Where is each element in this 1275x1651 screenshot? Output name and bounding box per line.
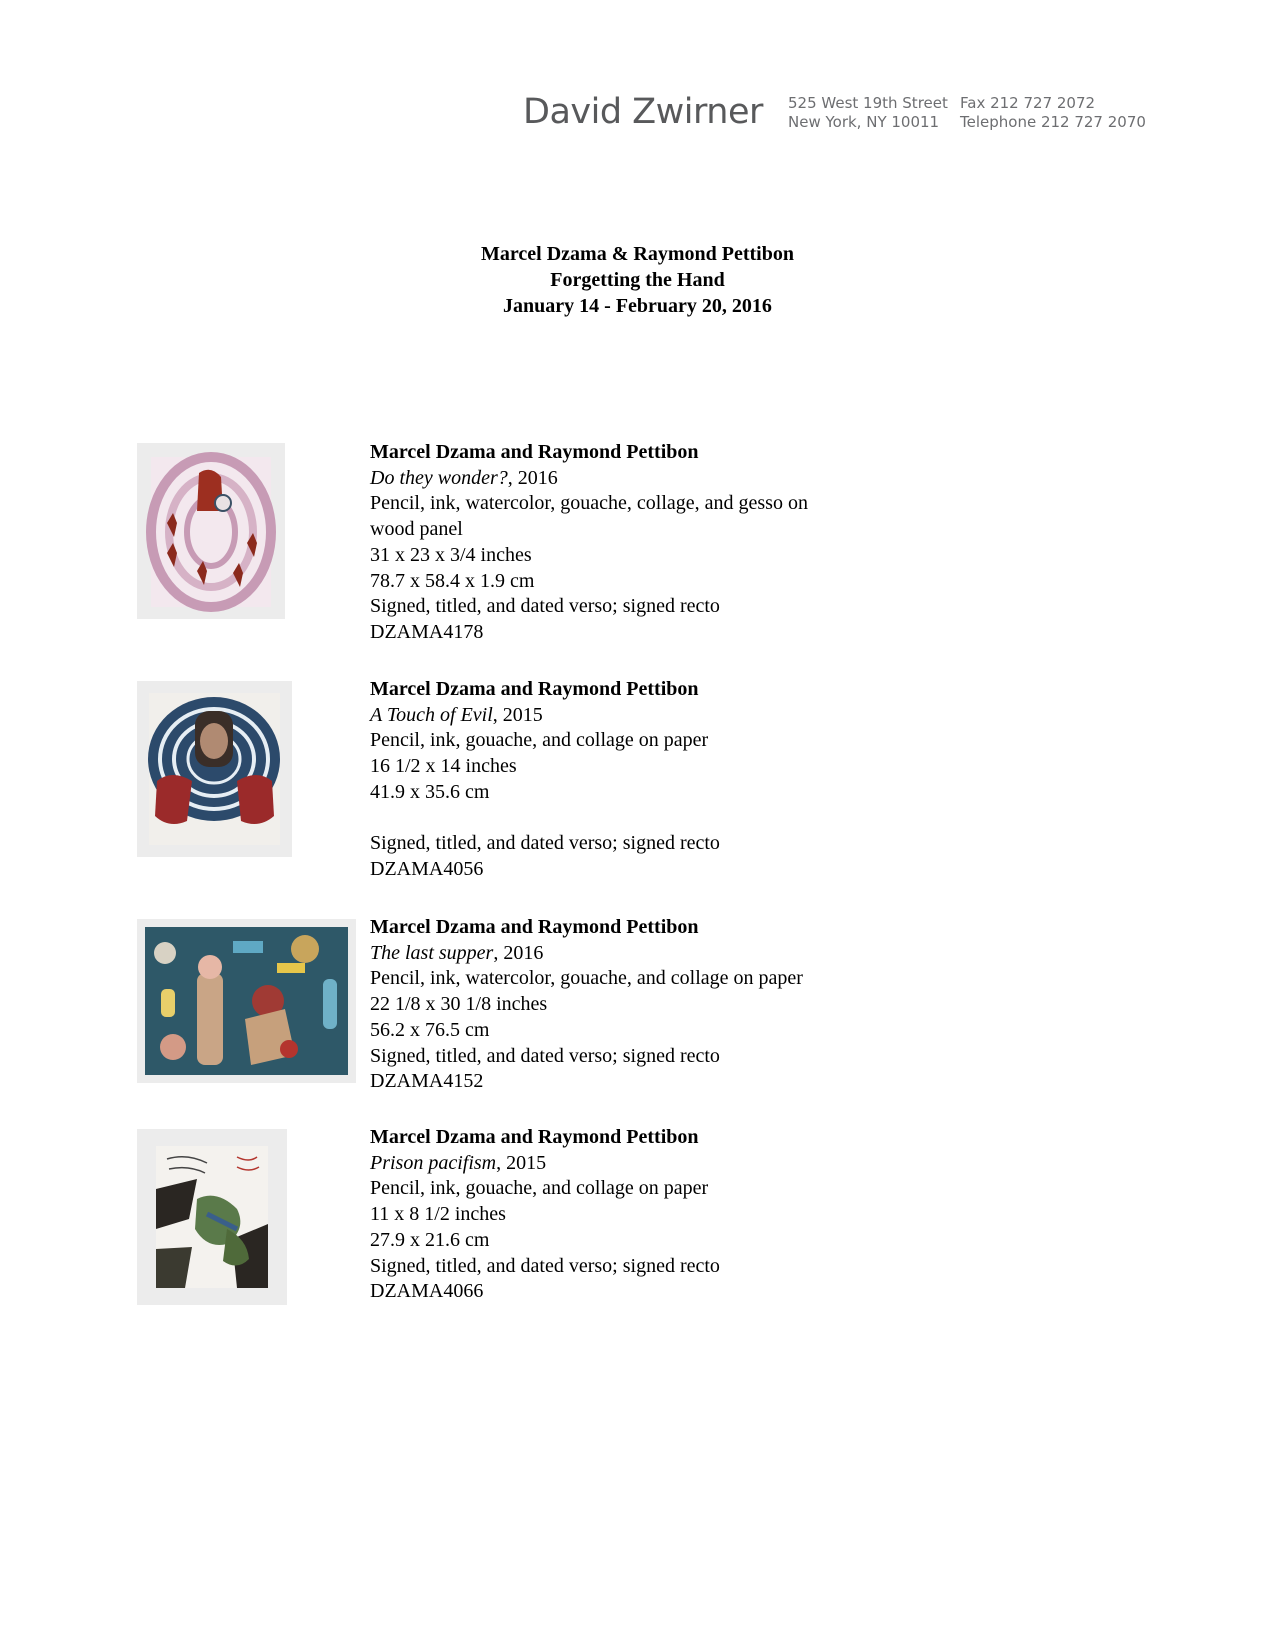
artwork-title: Do they wonder? <box>370 466 508 489</box>
artwork-details <box>370 677 720 883</box>
artwork-title-line <box>370 703 720 729</box>
artwork-medium: Pencil, ink, watercolor, gouache, and collage on paper <box>370 967 803 990</box>
artwork-image-do-they-wonder <box>137 443 285 619</box>
artwork-dimensions-inches: 31 x 23 x 3/4 inches <box>370 543 532 566</box>
artwork-artist: Marcel Dzama and Raymond Pettibon <box>370 916 699 938</box>
artwork-medium: Pencil, ink, watercolor, gouache, collage, and gesso on <box>370 492 808 515</box>
artwork-title-line <box>370 1151 720 1177</box>
artwork-dimensions-cm: 27.9 x 21.6 cm <box>370 1228 490 1251</box>
artwork-image-prison-pacifism <box>137 1129 287 1305</box>
artwork-inventory-number: DZAMA4066 <box>370 1280 484 1303</box>
gallery-address <box>788 94 948 132</box>
telephone-number: Telephone 212 727 2070 <box>960 113 1146 131</box>
artwork-year: , 2016 <box>507 466 558 489</box>
artwork-title: The last supper <box>370 941 494 964</box>
artwork-medium-continued: wood panel <box>370 518 463 541</box>
blank-line <box>370 806 720 832</box>
artwork-year: , 2015 <box>492 703 543 726</box>
letterhead <box>0 88 1275 138</box>
artwork-title: A Touch of Evil <box>370 703 493 726</box>
address-line-city: New York, NY 10011 <box>788 113 940 131</box>
exhibition-artists: Marcel Dzama & Raymond Pettibon <box>481 243 794 265</box>
artwork-inventory-number: DZAMA4056 <box>370 857 484 880</box>
gallery-contact <box>960 94 1146 132</box>
artwork-dimensions-inches: 11 x 8 1/2 inches <box>370 1203 506 1226</box>
artwork-inventory-number: DZAMA4178 <box>370 620 484 643</box>
artwork-details <box>370 915 803 1095</box>
address-line-street: 525 West 19th Street <box>788 94 948 112</box>
artwork-thumbnail <box>137 443 285 619</box>
artwork-title-line <box>370 466 808 492</box>
artwork-dimensions-inches: 16 1/2 x 14 inches <box>370 755 517 778</box>
artwork-details <box>370 1125 720 1305</box>
artwork-inscription: Signed, titled, and dated verso; signed recto <box>370 595 720 618</box>
artwork-title-line <box>370 941 803 967</box>
artwork-dimensions-inches: 22 1/8 x 30 1/8 inches <box>370 993 548 1016</box>
artwork-inscription: Signed, titled, and dated verso; signed recto <box>370 1044 720 1067</box>
artwork-dimensions-cm: 56.2 x 76.5 cm <box>370 1018 490 1041</box>
artwork-artist: Marcel Dzama and Raymond Pettibon <box>370 441 699 463</box>
artwork-artist: Marcel Dzama and Raymond Pettibon <box>370 1126 699 1148</box>
artwork-year: , 2015 <box>496 1151 547 1174</box>
artwork-image-the-last-supper <box>137 919 356 1083</box>
exhibition-title: Forgetting the Hand <box>550 269 725 291</box>
exhibition-heading <box>0 241 1275 319</box>
artwork-year: , 2016 <box>493 941 544 964</box>
artwork-title: Prison pacifism <box>370 1151 497 1174</box>
artwork-medium: Pencil, ink, gouache, and collage on paper <box>370 1177 709 1200</box>
artwork-image-a-touch-of-evil <box>137 681 292 857</box>
artwork-thumbnail <box>137 919 356 1083</box>
gallery-logo: David Zwirner <box>523 92 763 132</box>
exhibition-dates: January 14 - February 20, 2016 <box>503 295 772 317</box>
fax-number: Fax 212 727 2072 <box>960 94 1096 112</box>
artwork-dimensions-cm: 78.7 x 58.4 x 1.9 cm <box>370 569 535 592</box>
artwork-details <box>370 440 808 646</box>
artwork-dimensions-cm: 41.9 x 35.6 cm <box>370 780 490 803</box>
artwork-inventory-number: DZAMA4152 <box>370 1070 484 1093</box>
artwork-artist: Marcel Dzama and Raymond Pettibon <box>370 678 699 700</box>
artwork-thumbnail <box>137 681 292 857</box>
artwork-medium: Pencil, ink, gouache, and collage on paper <box>370 729 709 752</box>
artwork-thumbnail <box>137 1129 287 1305</box>
artwork-inscription: Signed, titled, and dated verso; signed recto <box>370 1254 720 1277</box>
artwork-inscription: Signed, titled, and dated verso; signed recto <box>370 832 720 855</box>
